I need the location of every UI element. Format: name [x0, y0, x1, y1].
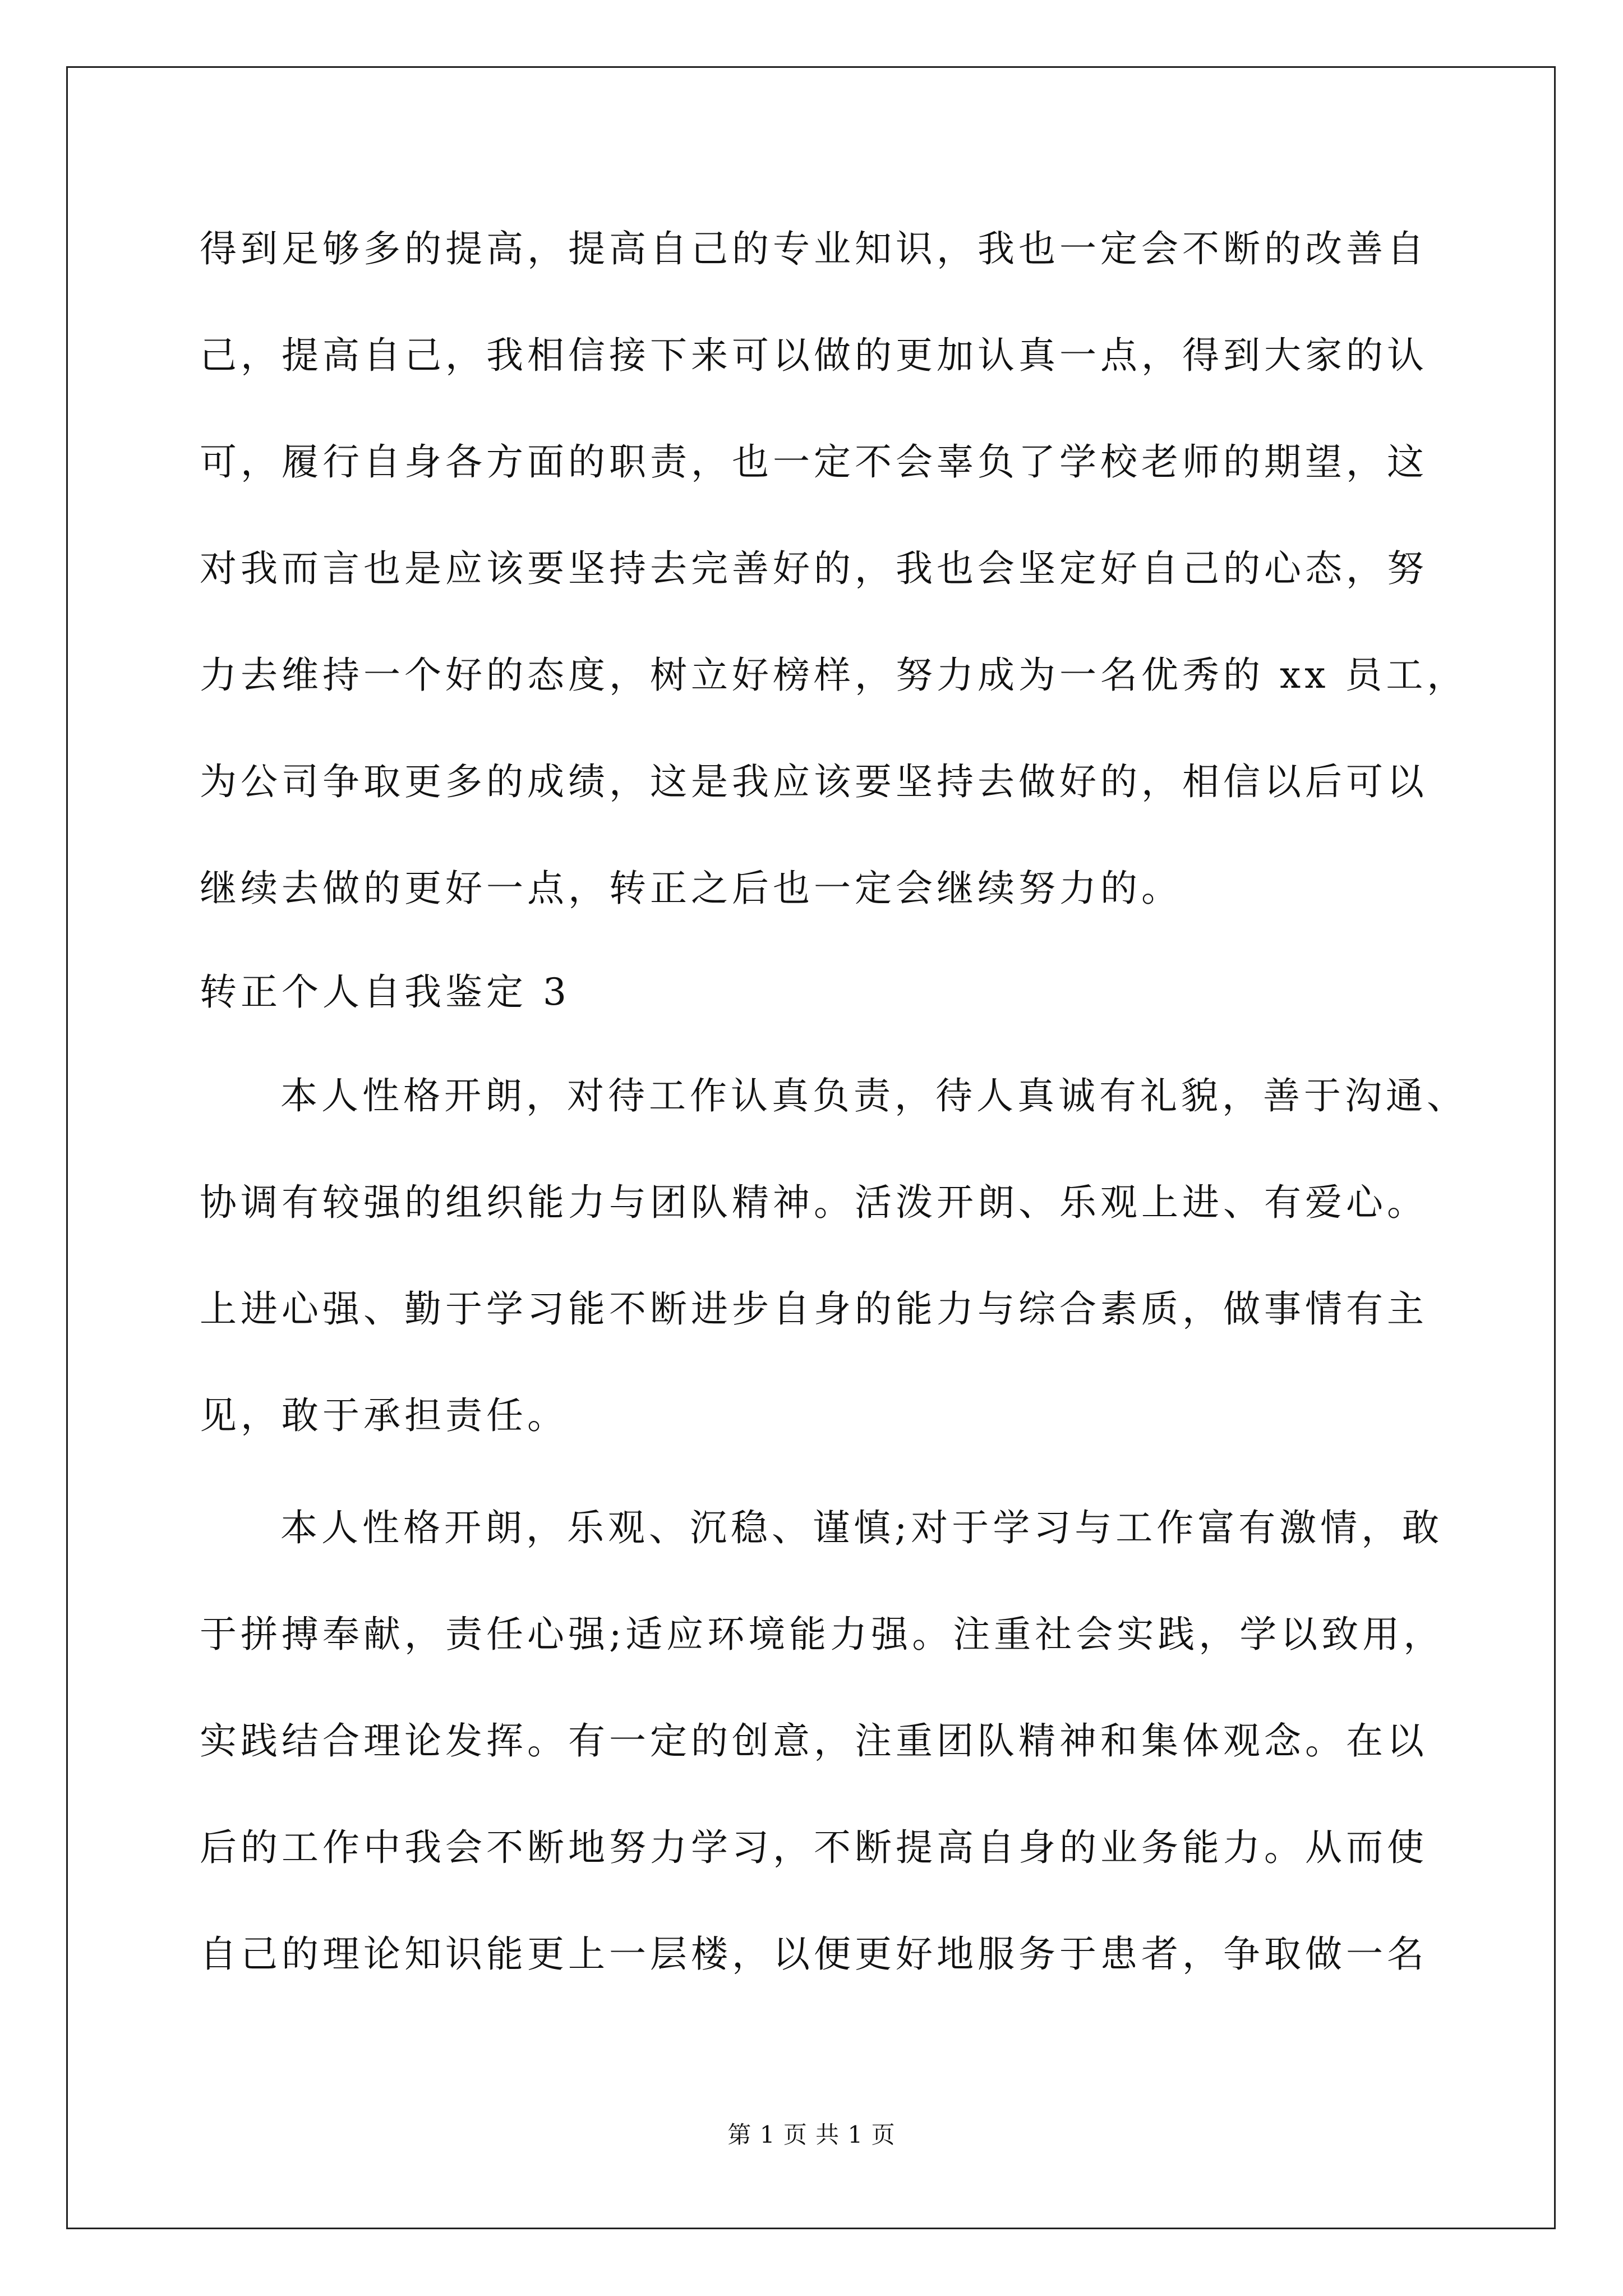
body-text-line: 协调有较强的组织能力与团队精神。活泼开朗、乐观上进、有爱心。 [200, 1181, 1428, 1224]
body-text-line: 本人性格开朗，乐观、沉稳、谨慎;对于学习与工作富有激情，敢 [280, 1506, 1444, 1549]
body-text-line: 继续去做的更好一点，转正之后也一定会继续努力的。 [200, 867, 1182, 910]
body-text-line: 为公司争取更多的成绩，这是我应该要坚持去做好的，相信以后可以 [200, 760, 1428, 803]
page-footer: 第 1 页 共 1 页 [727, 2121, 896, 2148]
body-text-line: 上进心强、勤于学习能不断进步自身的能力与综合素质，做事情有主 [200, 1287, 1428, 1331]
body-text-line: 后的工作中我会不断地努力学习，不断提高自身的业务能力。从而使 [200, 1826, 1428, 1869]
body-text-line: 实践结合理论发挥。有一定的创意，注重团队精神和集体观念。在以 [200, 1719, 1428, 1763]
page-border [66, 66, 1556, 2229]
body-text-line: 可，履行自身各方面的职责，也一定不会辜负了学校老师的期望，这 [200, 440, 1428, 484]
body-text-line: 得到足够多的提高，提高自己的专业知识，我也一定会不断的改善自 [200, 227, 1428, 270]
body-text-line: 自己的理论知识能更上一层楼，以便更好地服务于患者，争取做一名 [200, 1932, 1428, 1976]
body-text-line: 见，敢于承担责任。 [200, 1394, 568, 1437]
body-text-line: 己，提高自己，我相信接下来可以做的更加认真一点，得到大家的认 [200, 334, 1428, 377]
body-text-line: 本人性格开朗，对待工作认真负责，待人真诚有礼貌，善于沟通、 [280, 1074, 1468, 1117]
body-text-line: 对我而言也是应该要坚持去完善好的，我也会坚定好自己的心态，努 [200, 547, 1428, 590]
body-text-line: 于拼搏奉献，责任心强;适应环境能力强。注重社会实践，学以致用， [200, 1613, 1445, 1656]
section-heading: 转正个人自我鉴定 3 [200, 970, 570, 1014]
body-text-line: 力去维持一个好的态度，树立好榜样，努力成为一名优秀的 xx 员工， [200, 654, 1468, 697]
